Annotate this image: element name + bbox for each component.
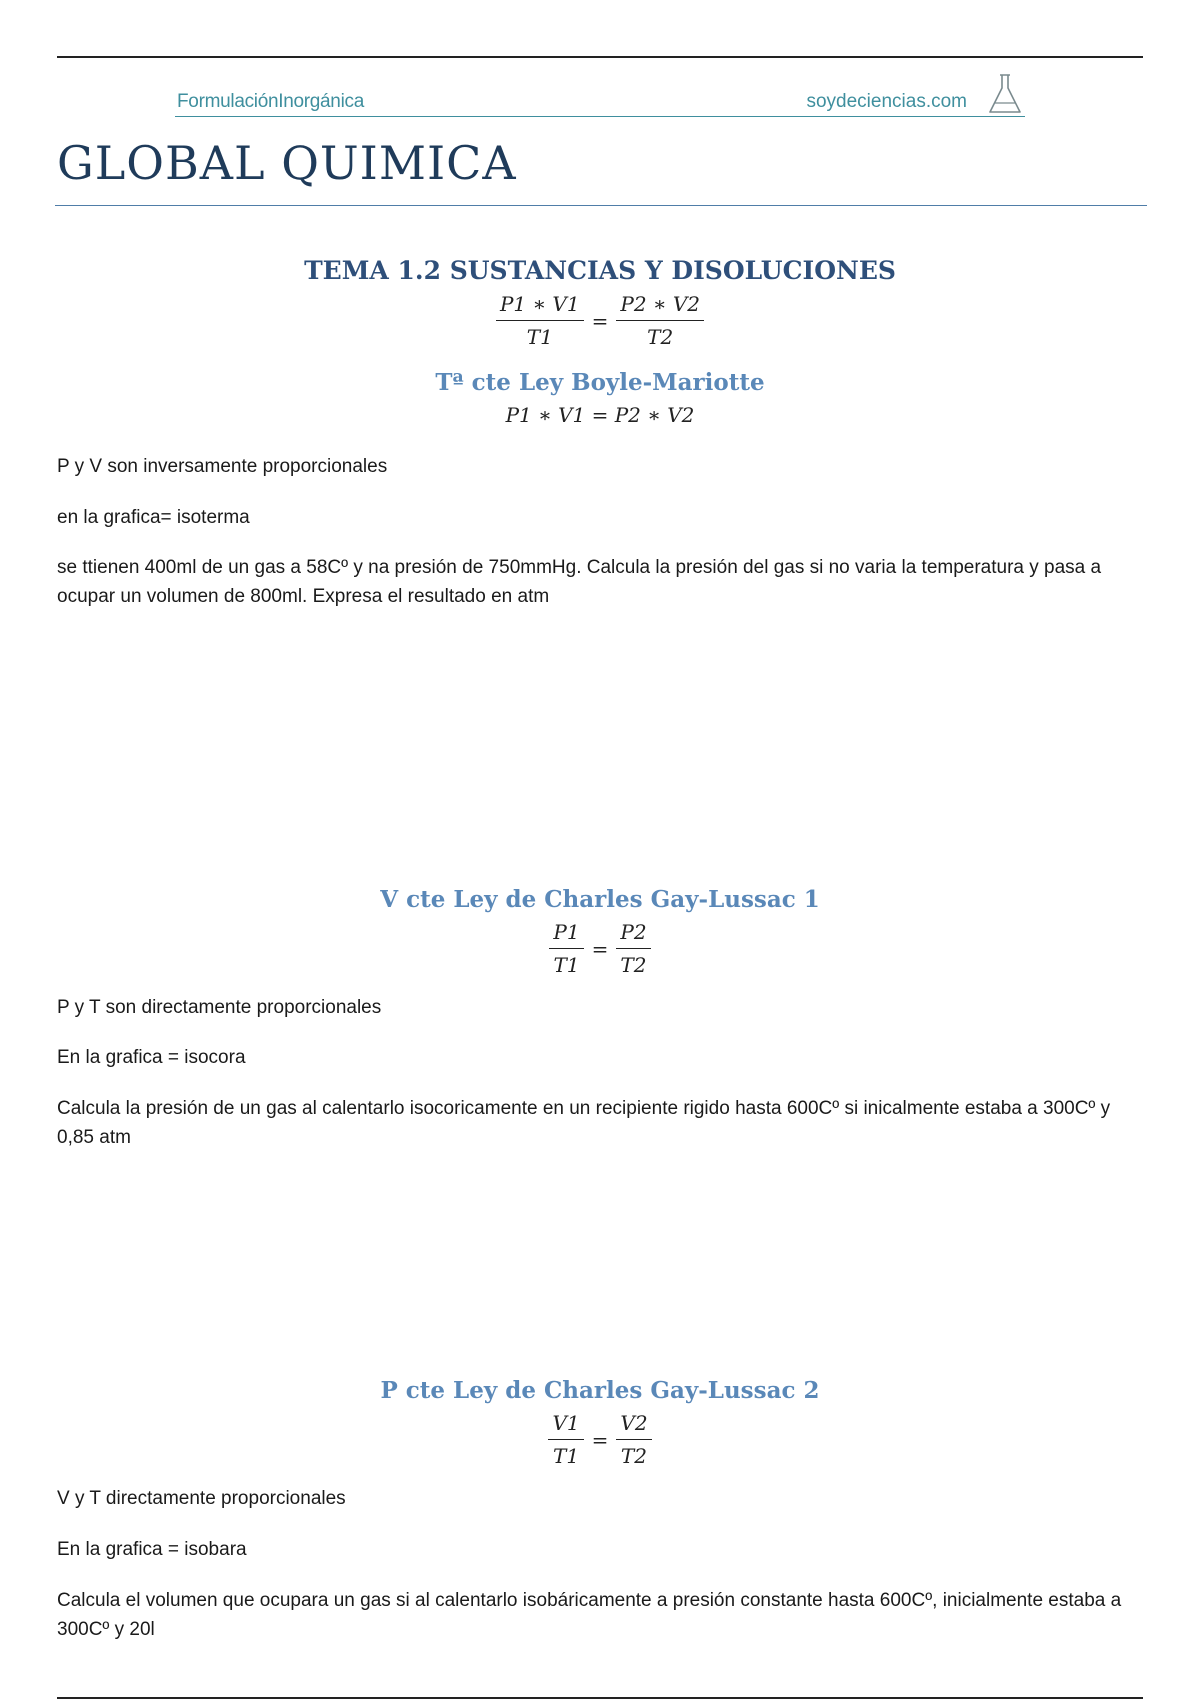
numerator: P2 ∗ V2 — [616, 290, 704, 321]
gay-lussac-1-problem: Calcula la presión de un gas al calentarlo isocoricamente en un recipiente rigido hasta 600Cº si inicalmente estaba a 300Cº y 0,85 atm — [57, 1098, 1111, 1148]
header-left-text: FormulaciónInorgánica — [177, 91, 364, 112]
gay-lussac-2-line-2: En la grafica = isobara — [57, 1539, 247, 1560]
boyle-line-1: P y V son inversamente proporcionales — [57, 456, 388, 477]
flask-icon — [985, 72, 1025, 116]
boyle-equation: P1 ∗ V1 = P2 ∗ V2 — [505, 403, 695, 427]
gay-lussac-1-heading: V cte Ley de Charles Gay-Lussac 1 — [380, 886, 820, 913]
boyle-problem: se ttienen 400ml de un gas a 58Cº y na presión de 750mmHg. Calcula la presión del gas si no varia la temperatura y pasa a ocupar un volumen de 800ml. Expresa el resultado en atm — [57, 557, 1102, 607]
gay-lussac-2-problem: Calcula el volumen que ocupara un gas si al calentarlo isobáricamente a presión constante hasta 600Cº, inicialmente estaba a 300Cº y 20l — [57, 1590, 1122, 1640]
numerator: P2 — [616, 918, 650, 949]
numerator: P1 ∗ V1 — [496, 290, 584, 321]
denominator: T1 — [552, 1444, 580, 1468]
fraction-left — [549, 918, 583, 979]
numerator: P1 — [549, 918, 583, 949]
equals-sign: = — [591, 1427, 609, 1452]
fraction-right — [616, 1409, 651, 1470]
title-rule — [55, 205, 1147, 206]
fraction-left — [548, 1409, 583, 1470]
fraction-right — [616, 918, 650, 979]
top-rule — [57, 56, 1143, 58]
denominator: T2 — [620, 953, 647, 977]
fraction-right — [616, 290, 704, 351]
main-heading: TEMA 1.2 SUSTANCIAS Y DISOLUCIONES — [304, 256, 896, 285]
denominator: T1 — [553, 953, 580, 977]
bottom-rule — [57, 1697, 1143, 1699]
numerator: V1 — [548, 1409, 583, 1440]
gay-lussac-2-equation — [57, 1409, 1143, 1470]
numerator: V2 — [616, 1409, 651, 1440]
gay-lussac-2-line-1: V y T directamente proporcionales — [57, 1488, 346, 1509]
combined-gas-equation — [57, 290, 1143, 351]
page-header — [175, 88, 1025, 117]
fraction-left — [496, 290, 584, 351]
equals-sign: = — [591, 936, 609, 961]
gay-lussac-1-equation — [57, 918, 1143, 979]
gay-lussac-2-heading: P cte Ley de Charles Gay-Lussac 2 — [380, 1377, 820, 1404]
denominator: T1 — [526, 325, 553, 349]
equals-sign: = — [591, 308, 609, 333]
boyle-heading: Tª cte Ley Boyle-Mariotte — [435, 369, 765, 396]
denominator: T2 — [647, 325, 674, 349]
denominator: T2 — [620, 1444, 647, 1468]
gay-lussac-1-line-2: En la grafica = isocora — [57, 1047, 246, 1068]
document-title: GLOBAL QUIMICA — [57, 136, 517, 190]
header-site-link[interactable]: soydeciencias.com — [806, 91, 967, 112]
gay-lussac-1-line-1: P y T son directamente proporcionales — [57, 997, 382, 1018]
boyle-line-2: en la grafica= isoterma — [57, 507, 250, 528]
